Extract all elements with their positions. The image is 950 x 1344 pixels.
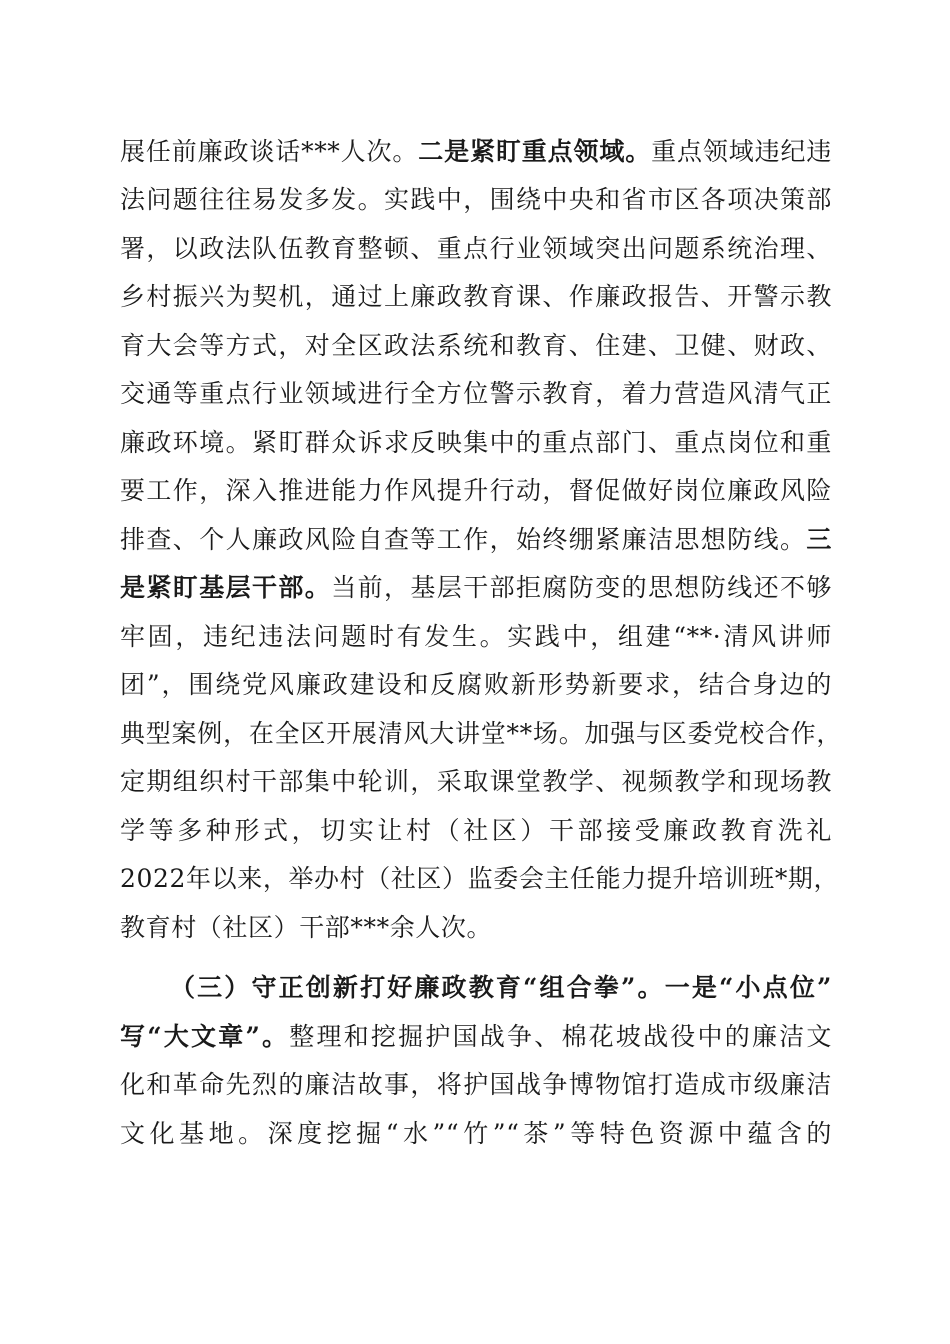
bold-heading: （三）守正创新打好廉政教育“组合拳”。一是“小点位”	[170, 973, 832, 1002]
text-line-17: 教育村（社区）干部***余人次。	[120, 913, 493, 942]
text-line-10: 是紧盯基层干部。当前，基层干部拒腐防变的思想防线还不够	[120, 573, 832, 602]
text-line-3: 署，以政法队伍教育整顿、重点行业领域突出问题系统治理、	[120, 234, 832, 263]
text-line-20: 化和革命先烈的廉洁故事，将护国战争博物馆打造成市级廉洁	[120, 1070, 832, 1099]
text-line-7: 廉政环境。紧盯群众诉求反映集中的重点部门、重点岗位和重	[120, 428, 832, 457]
text-line-5: 育大会等方式，对全区政法系统和教育、住建、卫健、财政、	[120, 331, 832, 360]
bold-heading: 是紧盯基层干部。	[120, 573, 332, 602]
section-heading-3	[170, 968, 832, 1008]
text-line-9: 排查、个人廉政风险自查等工作，始终绷紧廉洁思想防线。三	[120, 525, 832, 554]
text-line-2: 法问题往往易发多发。实践中，围绕中央和省市区各项决策部	[120, 185, 832, 214]
text-line-19: 写“大文章”。整理和挖掘护国战争、棉花坡战役中的廉洁文	[120, 1022, 832, 1051]
bold-heading: 二是紧盯重点领域。	[418, 137, 652, 166]
bold-heading: 写“大文章”。	[120, 1022, 290, 1051]
text-line-6: 交通等重点行业领域进行全方位警示教育，着力营造风清气正	[120, 379, 832, 408]
text-line-14: 定期组织村干部集中轮训，采取课堂教学、视频教学和现场教	[120, 767, 832, 796]
text-line-1: 展任前廉政谈话***人次。二是紧盯重点领域。重点领域违纪违	[120, 137, 832, 166]
text-line-13: 典型案例，在全区开展清风大讲堂**场。加强与区委党校合作，	[120, 719, 842, 748]
text-line-8: 要工作，深入推进能力作风提升行动，督促做好岗位廉政风险	[120, 476, 832, 505]
text-line-11: 牢固，违纪违法问题时有发生。实践中，组建“**·清风讲师	[120, 622, 832, 651]
text-line-15: 学等多种形式，切实让村（社区）干部接受廉政教育洗礼	[120, 816, 832, 845]
text-line-21: 文化基地。深度挖掘“水”“竹”“茶”等特色资源中蕴含的	[120, 1119, 832, 1148]
text-line-12: 团”，围绕党风廉政建设和反腐败新形势新要求，结合身边的	[120, 670, 832, 699]
text-line-16: 2022年以来，举办村（社区）监委会主任能力提升培训班*期，	[120, 864, 840, 893]
text-line-4: 乡村振兴为契机，通过上廉政教育课、作廉政报告、开警示教	[120, 282, 832, 311]
bold-heading: 三	[806, 525, 832, 554]
